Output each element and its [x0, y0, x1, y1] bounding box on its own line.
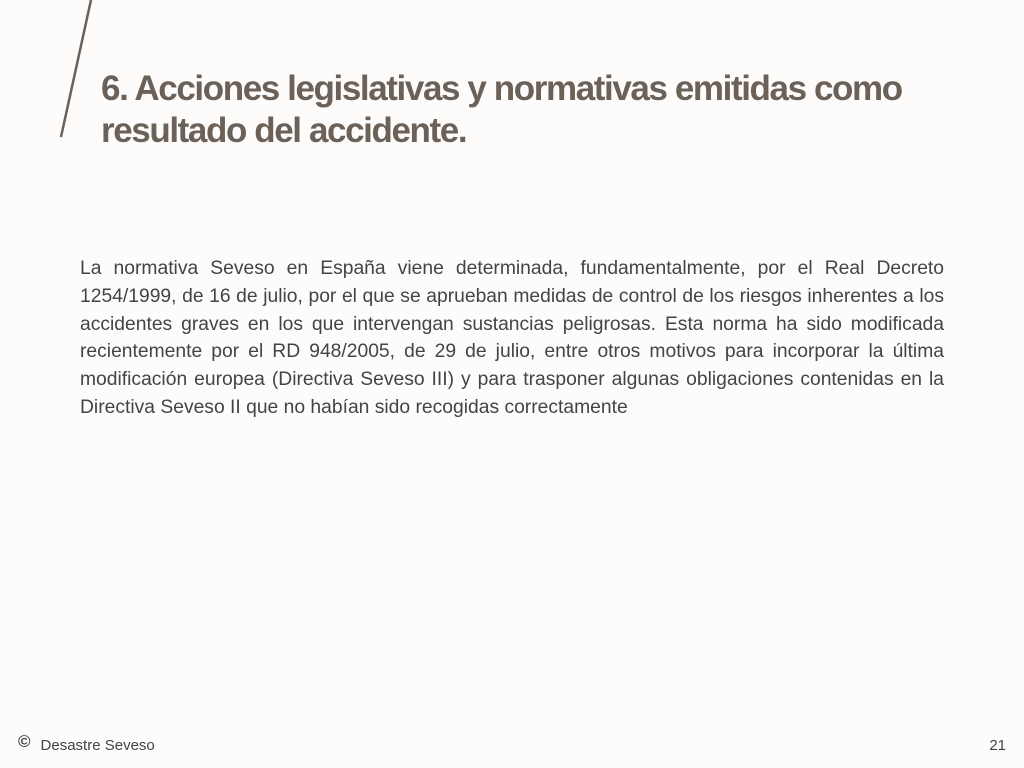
footer-label: Desastre Seveso: [40, 736, 155, 754]
page-number: 21: [989, 737, 1006, 754]
footer: [18, 732, 155, 755]
slide-body-text: La normativa Seveso en España viene determinada, fundamentalmente, por el Real Decreto 1254/1999, de 16 de julio, por el que se aprueban medidas de control de los riesgos inherentes a los accidentes graves en los que intervengan sustancias peligrosas. Esta norma ha sido modificada recientemente por el RD 948/2005, de 29 de julio, entre otros motivos para incorporar la última modificación europea (Directiva Seveso III) y para trasponer algunas obligaciones contenidas en la Directiva Seveso II que no habían sido recogidas correctamente: [80, 258, 944, 418]
copyright-icon: ©: [18, 732, 31, 751]
slide-title: 6. Acciones legislativas y normativas emitidas como resultado del accidente.: [101, 69, 902, 150]
